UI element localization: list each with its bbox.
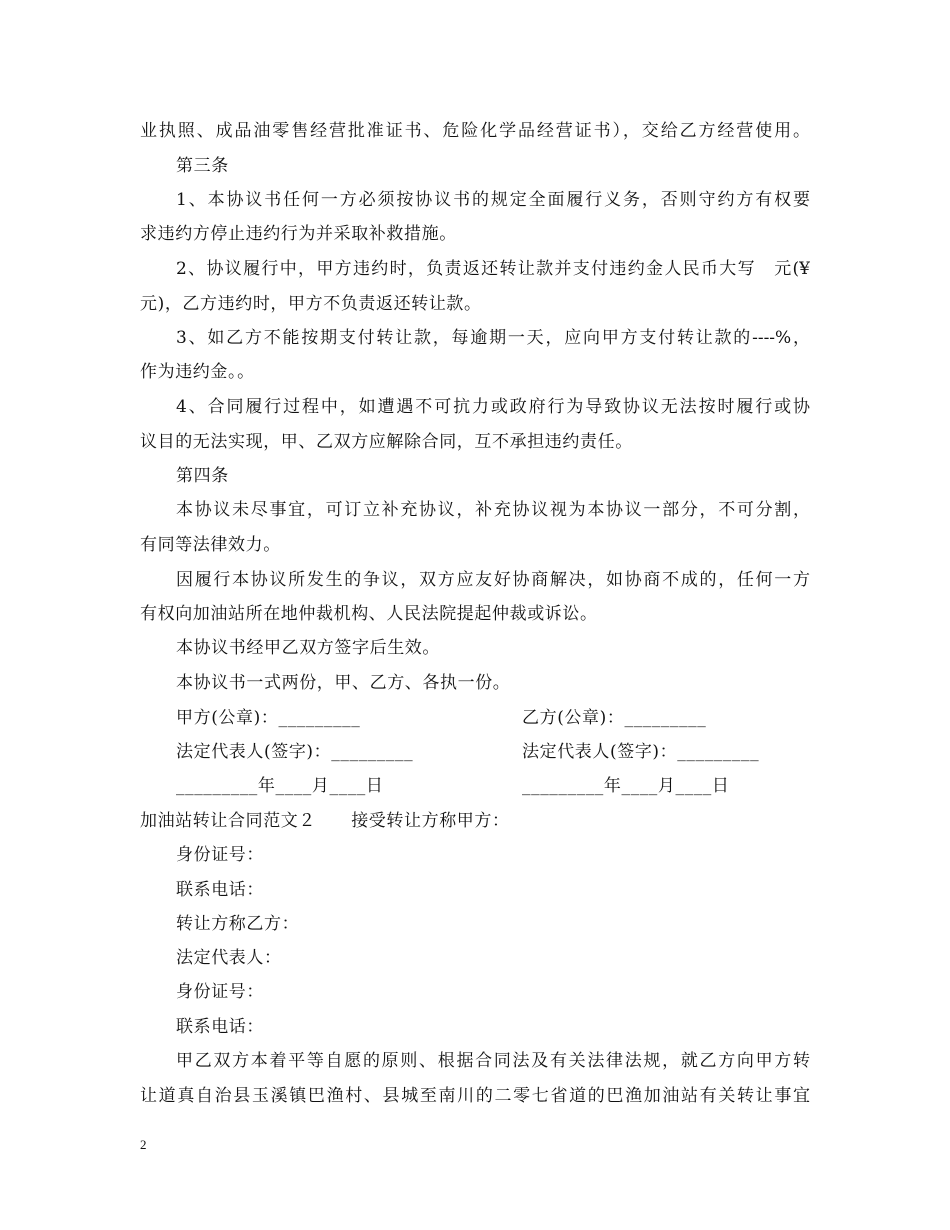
field-label: 转让方称乙方：	[176, 914, 300, 934]
body-line: 4、合同履行过程中，如遭遇不可抗力或政府行为导致协议无法按时履行或协	[176, 397, 810, 417]
body-line: 甲乙双方本着平等自愿的原则、根据合同法及有关法律法规，就乙方向甲方转	[176, 1051, 810, 1071]
body-line: 作为违约金。。	[140, 362, 255, 382]
body-line: 有同等法律效力。	[140, 535, 281, 555]
body-line: 元)，乙方违约时，甲方不负责返还转让款。	[140, 294, 482, 314]
body-line: 有权向加油站所在地仲裁机构、人民法院提起仲裁或诉讼。	[140, 604, 598, 624]
body-line: 本协议书经甲乙双方签字后生效。	[176, 638, 440, 658]
field-label: 身份证号：	[176, 845, 264, 865]
body-line: 本协议书一式两份，甲、乙方、各执一份。	[176, 673, 511, 693]
section-title: 加油站转让合同范文２ 接受转让方称甲方：	[140, 811, 510, 831]
body-line: 2、协议履行中，甲方违约时，负责返还转让款并支付违约金人民币大写 元(¥	[176, 259, 810, 279]
body-line: 本协议未尽事宜，可订立补充协议，补充协议视为本协议一部分，不可分割，	[176, 500, 810, 520]
party-b-date: _________年____月____日	[522, 776, 730, 796]
party-a-seal: 甲方(公章)：_________	[176, 708, 361, 728]
body-line: 议目的无法实现，甲、乙双方应解除合同，互不承担违约责任。	[140, 432, 633, 452]
article-heading: 第三条	[176, 156, 229, 176]
article-heading: 第四条	[176, 466, 229, 486]
party-a-representative: 法定代表人(签字)：_________	[176, 742, 414, 762]
page-number: 2	[140, 1137, 147, 1152]
party-a-date: _________年____月____日	[176, 776, 384, 796]
body-line: 3、如乙方不能按期支付转让款，每逾期一天，应向甲方支付转让款的----%，	[176, 328, 810, 348]
field-label: 身份证号：	[176, 982, 264, 1002]
body-line: 求违约方停止违约行为并采取补救措施。	[140, 224, 457, 244]
party-b-seal: 乙方(公章)：_________	[522, 708, 707, 728]
body-line: 1、本协议书任何一方必须按协议书的规定全面履行义务，否则守约方有权要	[176, 190, 810, 210]
body-line: 让道真自治县玉溪镇巴渔村、县城至南川的二零七省道的巴渔加油站有关转让事宜	[140, 1086, 810, 1106]
field-label: 联系电话：	[176, 1017, 264, 1037]
body-line: 因履行本协议所发生的争议，双方应友好协商解决，如协商不成的，任何一方	[176, 570, 810, 590]
field-label: 联系电话：	[176, 880, 264, 900]
party-b-representative: 法定代表人(签字)：_________	[522, 742, 760, 762]
field-label: 法定代表人：	[176, 948, 282, 968]
body-line: 业执照、成品油零售经营批准证书、危险化学品经营证书），交给乙方经营使用。	[140, 121, 810, 141]
